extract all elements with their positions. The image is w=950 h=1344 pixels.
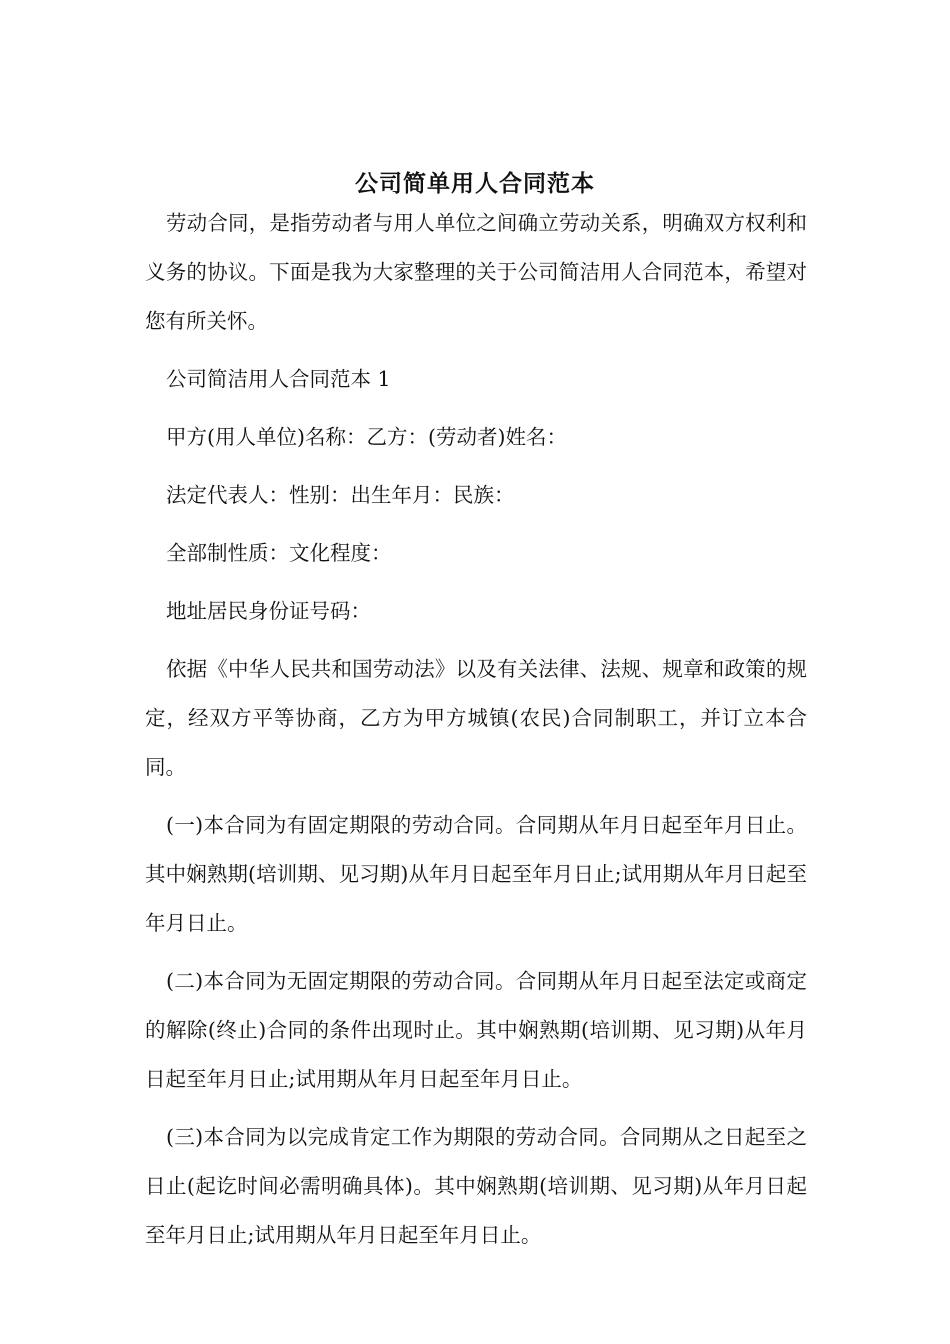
clause-3-paragraph: (三)本合同为以完成肯定工作为期限的劳动合同。合同期从之日起至之日止(起讫时间必需明确具体)。其中娴熟期(培训期、见习期)从年月日起至年月日止;试用期从年月日起至年月日止。 [145,1125,807,1247]
party-names-line: 甲方(用人单位)名称：乙方：(劳动者)姓名： [166,425,567,449]
document-title: 公司简单用人合同范本 [355,170,595,198]
clause-2-paragraph: (二)本合同为无固定期限的劳动合同。合同期从年月日起至法定或商定的解除(终止)合同的条件出现时止。其中娴熟期(培训期、见习期)从年月日起至年月日止;试用期从年月日起至年月日止。 [145,969,807,1091]
address-id-line: 地址居民身份证号码： [166,599,371,623]
document-body [145,199,807,1269]
ownership-education-line: 全部制性质：文化程度： [166,541,392,565]
clause-1-paragraph: (一)本合同为有固定期限的劳动合同。合同期从年月日起至年月日止。其中娴熟期(培训期、见习期)从年月日起至年月日止;试用期从年月日起至年月日止。 [145,813,807,935]
representative-line: 法定代表人：性别：出生年月：民族： [166,483,515,507]
intro-paragraph: 劳动合同，是指劳动者与用人单位之间确立劳动关系，明确双方权利和义务的协议。下面是我为大家整理的关于公司简洁用人合同范本，希望对您有所关怀。 [145,211,807,333]
section-heading: 公司简洁用人合同范本 1 [166,367,391,391]
legal-basis-paragraph: 依据《中华人民共和国劳动法》以及有关法律、法规、规章和政策的规定，经双方平等协商，乙方为甲方城镇(农民)合同制职工，并订立本合同。 [145,657,807,779]
